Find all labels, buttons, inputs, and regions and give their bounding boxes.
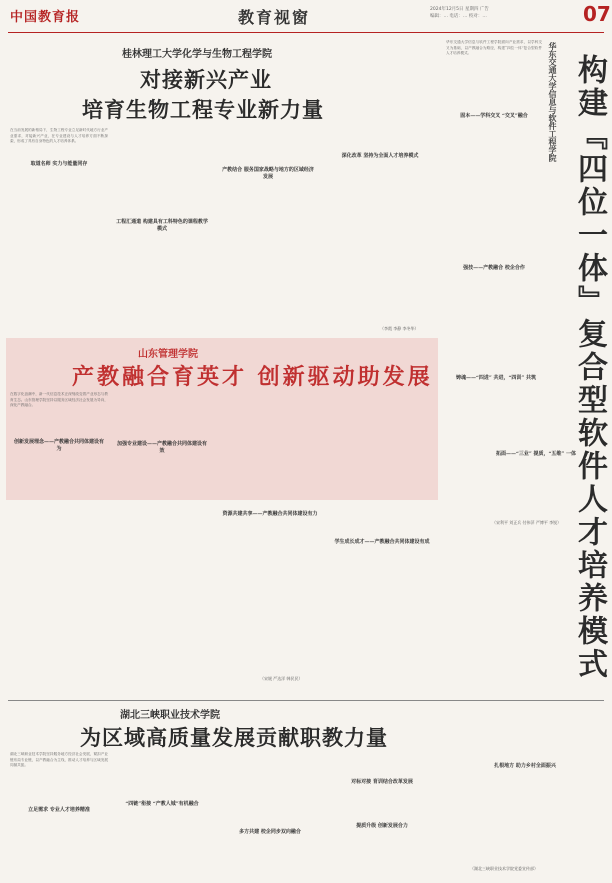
article4-col3: [216, 752, 324, 876]
article2-headline: 构建『四位一体』复合型软件人才培养模式: [572, 54, 607, 681]
article4-col4: [330, 752, 434, 876]
article2-sub4: 拓面——“三业” 提质，“五维” 一体: [496, 451, 576, 457]
article3-col2: [113, 392, 211, 692]
article3-sub2: 加强专业建设——产教融合共同体建设有效: [116, 441, 207, 454]
article3-headline: 产教融合育英才 创新驱动助发展: [72, 364, 433, 390]
article1-body: 在当前发展的新格局下，生物工程专业立足新时代地方行业产业需求，对接新兴产业，在专业建设与人才培养方面不断探索，形成了具有自身特色的人才培养体系。: [10, 128, 108, 144]
article4-body: 湖北三峡职业技术学院坚持服务地方经济社会发展，紧扣产业链布局专业链，以产教融合为主线，推动人才培养与区域发展同频共振。: [10, 752, 108, 768]
article2-sub3: 铸魂——“四进” 共进，“四训” 共筑: [456, 375, 536, 381]
section-title: 教育视窗: [238, 8, 311, 27]
article3-sub3: 资源共建共享——产教融合共同体建设有力: [222, 511, 318, 517]
article2-sub2: 强技——产教融合 校企合作: [463, 265, 525, 271]
article4-sub1: 立足需求 专业人才培养精准: [28, 807, 90, 813]
article4-signature: （湖北三峡职业技术学院党委宣传部）: [470, 866, 538, 871]
article2-kicker: 华东交通大学信息与软件工程学院: [548, 42, 558, 162]
article4-headline: 为区域高质量发展贡献职教力量: [80, 725, 388, 750]
masthead: [0, 0, 612, 32]
article1-sub1: 取道名师 实力与能量同存: [30, 161, 88, 167]
article2-col2: [446, 382, 606, 446]
article3-body: 在数字化浪潮中，新一代信息技术正深刻改变着产业形态与教育生态。山东管理学院坚持以服务区域经济社会发展为导向，深化产教融合。: [10, 392, 108, 408]
article4-sub2: “四链”衔接 “产教人城”有机融合: [125, 801, 199, 807]
article2-signature: （宋利平 刘正兵 付伟萍 严博平 李锐）: [492, 520, 562, 525]
issue-info: 2024年12月5日 星期四 广告 编辑：… 电话：… 校对：…: [430, 7, 489, 19]
article4-kicker: 湖北三峡职业技术学院: [120, 710, 220, 721]
article2-sub1: 固本——学科交叉 “交叉”融合: [460, 113, 528, 119]
article3-kicker: 山东管理学院: [138, 349, 198, 360]
article2-col1: [446, 40, 542, 360]
article4-rule: [8, 700, 604, 701]
article4-sub5: 提质升级 创新发展合力: [356, 823, 408, 829]
article1-signature: （李霞 李静 李冬华）: [380, 326, 419, 331]
paper-name: 中国教育报: [10, 10, 81, 25]
article2-col3: [446, 458, 606, 518]
article1-headline-line2: 培育生物工程专业新力量: [82, 97, 324, 122]
article1-sub4: 深化改革 坚持为全面人才培养模式: [341, 153, 419, 159]
article3-signature: （宋媛 严达洋 韩民民）: [260, 676, 303, 681]
article1-col1: [10, 128, 108, 333]
article1-sub3: 产教结合 服务国家战略与地方的区域经济发展: [222, 167, 314, 180]
article4-col1: [10, 752, 108, 876]
article3-col3: [216, 392, 324, 692]
article4-col5: [440, 752, 606, 876]
article4-sub6: 扎根地方 助力乡村全面振兴: [494, 763, 556, 769]
article4-col2: [113, 752, 211, 876]
article1-headline-line1: 对接新兴产业: [140, 67, 272, 92]
page-number: 07: [583, 2, 611, 26]
article3-sub4: 学生成长成才——产教融合共同体建设有成: [334, 539, 430, 545]
article3-sub1: 创新发展理念——产教融合共同体建设有为: [14, 439, 105, 452]
article4-sub4: 对标对接 育训结合改革发展: [351, 779, 413, 785]
article4-sub3: 多方共建 校企同步双向融合: [239, 829, 301, 835]
article1-kicker: 桂林理工大学化学与生物工程学院: [122, 49, 272, 60]
article2-body: 华东交通大学信息与软件工程学院面向产业需求，以学科交叉为基础，以产教融合为路径，构建“四位一体”复合型软件人才培养模式。: [446, 40, 542, 56]
article1-col3: [216, 128, 320, 333]
article1-sub2: 工程汇通道 构建具有工科特色的课程教学模式: [116, 219, 208, 232]
article3-col1: [10, 392, 108, 692]
